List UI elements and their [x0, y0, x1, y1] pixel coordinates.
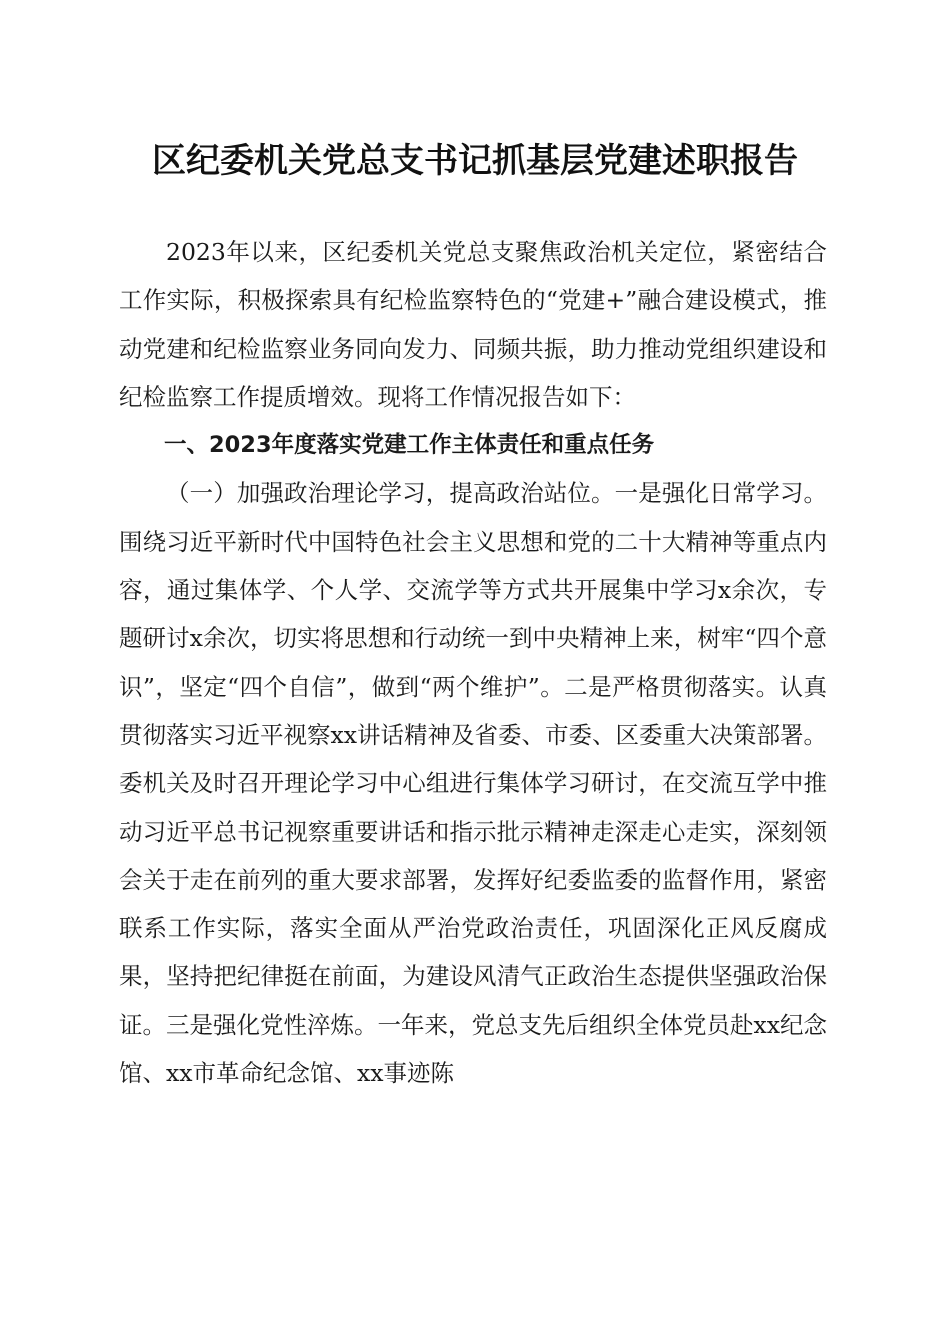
- subsection-lead: （一）加强政治理论学习，提高政治站位。: [166, 479, 615, 508]
- subsection-paragraph: [119, 469, 827, 1097]
- section-heading: 一、2023年度落实党建工作主体责任和重点任务: [164, 432, 655, 459]
- document-body: [119, 228, 827, 1097]
- document-title: 区纪委机关党总支书记抓基层党建述职报告: [152, 141, 798, 181]
- intro-paragraph: 2023年以来，区纪委机关党总支聚焦政治机关定位，紧密结合工作实际，积极探索具有纪检监察特色的“党建+”融合建设模式，推动党建和纪检监察业务同向发力、同频共振，助力推动党组织建设和纪检监察工作提质增效。现将工作情况报告如下：: [119, 238, 827, 411]
- subsection-body: 一是强化日常学习。围绕习近平新时代中国特色社会主义思想和党的二十大精神等重点内容，通过集体学、个人学、交流学等方式共开展集中学习x余次，专题研讨x余次，切实将思想和行动统一到中央精神上来，树牢“四个意识”，坚定“四个自信”，做到“两个维护”。二是严格贯彻落实。认真贯彻落实习近平视察xx讲话精神及省委、市委、区委重大决策部署。委机关及时召开理论学习中心组进行集体学习研讨，在交流互学中推动习近平总书记视察重要讲话和指示批示精神走深走心走实，深刻领会关于走在前列的重大要求部署，发挥好纪委监委的监督作用，紧密联系工作实际，落实全面从严治党政治责任，巩固深化正风反腐成果，坚持把纪律挺在前面，为建设风清气正政治生态提供坚强政治保证。三是强化党性淬炼。一年来，党总支先后组织全体党员赴xx纪念馆、xx市革命纪念馆、xx事迹陈: [119, 479, 828, 1088]
